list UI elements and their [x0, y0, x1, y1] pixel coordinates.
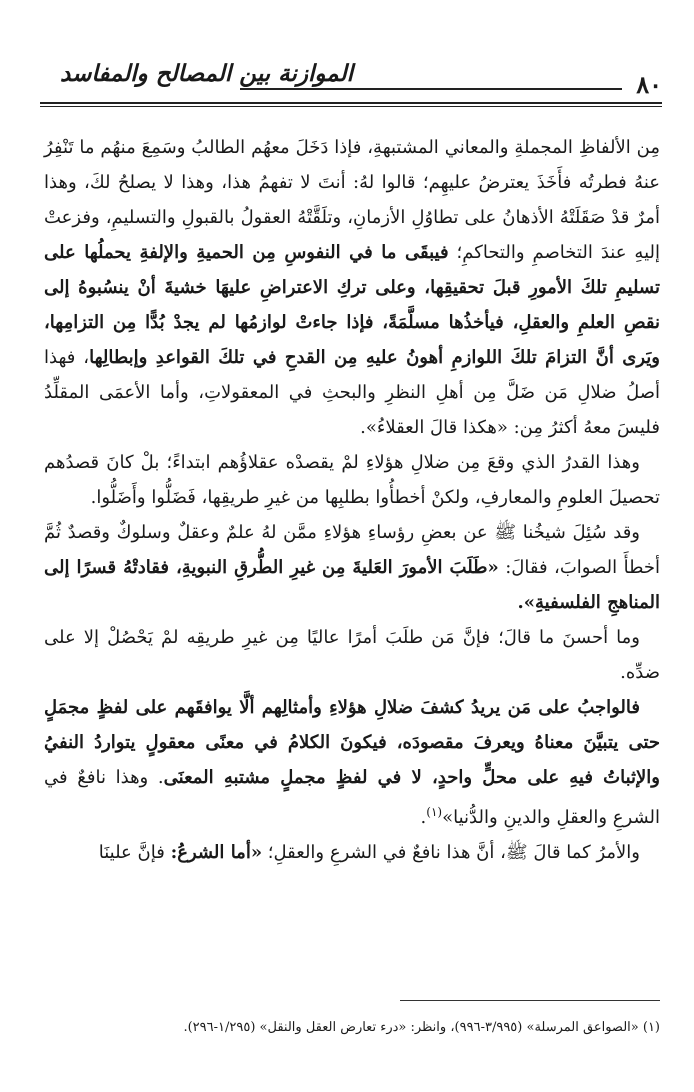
paragraph: [44, 130, 660, 445]
paragraph: [44, 835, 660, 870]
text-segment: فإنَّ علينَا: [98, 842, 171, 863]
text-segment: والأمرُ كما قالَ ﷺ، أنَّ هذا نافعٌ في الشرعِ والعقلِ؛: [262, 842, 640, 863]
bold-text: فيبقَى ما في النفوسِ مِن الحميةِ والإلفةِ يحملُها على تسليمِ تلكَ الأمورِ قبلَ تحقيقِها، وعلى تركِ الاعتراضِ عليهَا خشيةَ أنْ ينسُبوهُ إلى نقصِ العلمِ والعقلِ، فيأخذُها مسلَّمَةً، فإذا جاءتْ لوازمُها لم يجدْ بُدًّا مِن التزامِها، ويَرى أنَّ التزامَ تلكَ اللوازمِ أهونُ عليهِ مِن القدحِ في تلكَ القواعدِ وإبطالِها: [44, 242, 660, 368]
bold-text: «طَلَبَ الأمورَ العَليةَ مِن غيرِ الطُّرقِ النبويةِ، فقادتْهُ قسرًا إلى المناهجِ الفلسفيةِ».: [44, 557, 660, 613]
body-text: [44, 130, 660, 870]
text-segment: وما أحسنَ ما قالَ؛ فإنَّ مَن طلَبَ أمرًا عاليًا مِن غيرِ طريقِه لمْ يَحْصُلْ إلا على ضدِّه.: [44, 627, 660, 683]
page-header: [40, 56, 662, 110]
paragraph: [44, 445, 660, 515]
footnote: (١) «الصواعق المرسلة» (٣/٩٩٥-٩٩٦)، وانظر: «درء تعارض العقل والنقل» (١/٢٩٥-٢٩٦).: [183, 1020, 660, 1035]
header-rule: [40, 102, 662, 107]
paragraph: [44, 620, 660, 690]
text-segment: وهذا القدرُ الذي وقعَ مِن ضلالِ هؤلاءِ لمْ يقصدْه عقلاؤُهم ابتداءً؛ بلْ كانَ قصدُهم تحصيلَ العلومِ والمعارفِ، ولكنْ أخطأُوا بطلبِها من غيرِ طريقِها، فَضَلُّوا وأَضَلُّوا.: [44, 452, 660, 508]
text-segment: . وهذا نافعٌ في الشرعِ والعقلِ والدينِ والدُّنيا»: [44, 767, 660, 828]
bold-text: فالواجبُ على مَن يريدُ كشفَ ضلالِ هؤلاءِ وأمثالِهم ألَّا يوافقَهم على لفظٍ مجمَلٍ حتى يتبيَّنَ معناهُ ويعرفَ مقصودَه، فيكونَ الكلامُ في معنًى معقولٍ يتواردُ النفيُ والإثباتُ فيهِ على محلٍّ واحدٍ، لا في لفظٍ مجملٍ مشتبهِ المعنَى: [44, 697, 660, 788]
running-title: الموازنة بين المصالح والمفاسد: [60, 60, 353, 87]
paragraph: [44, 515, 660, 620]
page-number: ٨٠: [636, 70, 662, 99]
text-segment: ، فهذا أصلُ ضلالِ مَن ضَلَّ مِن أهلِ النظرِ والبحثِ في المعقولاتِ، وأما الأعمَى المقلِّدُ فليسَ معهُ أكثرُ مِن: «هكذا قالَ العقلاءُ».: [44, 347, 660, 438]
text-segment: وقد سُئِلَ شيخُنا ﷺ عن بعضِ رؤساءِ هؤلاءِ ممَّن لهُ علمٌ وعقلٌ وسلوكٌ وقصدٌ ثُمَّ أخطأَ الصوابَ، فقالَ:: [44, 522, 661, 578]
footnote-separator: [400, 1000, 660, 1001]
text-segment: .: [420, 807, 427, 828]
text-segment: مِن الألفاظِ المجملةِ والمعاني المشتبهةِ، فإذا دَخَلَ معهُم الطالبُ وسَمِعَ منهُم ما تَنْفِرُ عنهُ فطرتُه فأَخَذَ يعترضُ عليهِم؛ قالوا لهُ: أنتَ لا تفهمُ هذا، وهذا لا يصلحُ لكَ، وهذا أمرٌ قدْ صَقَلَتْهُ الأذهانُ على تطاوُلِ الأزمانِ، وتلَقَّتْهُ العقولُ بالقبولِ والتسليمِ، وفزعتْ إليهِ عندَ التخاصمِ والتحاكمِ؛: [44, 137, 661, 263]
bold-text: «أما الشرعُ:: [170, 842, 263, 863]
footnote-mark: (١): [426, 805, 443, 819]
paragraph: [44, 690, 660, 835]
